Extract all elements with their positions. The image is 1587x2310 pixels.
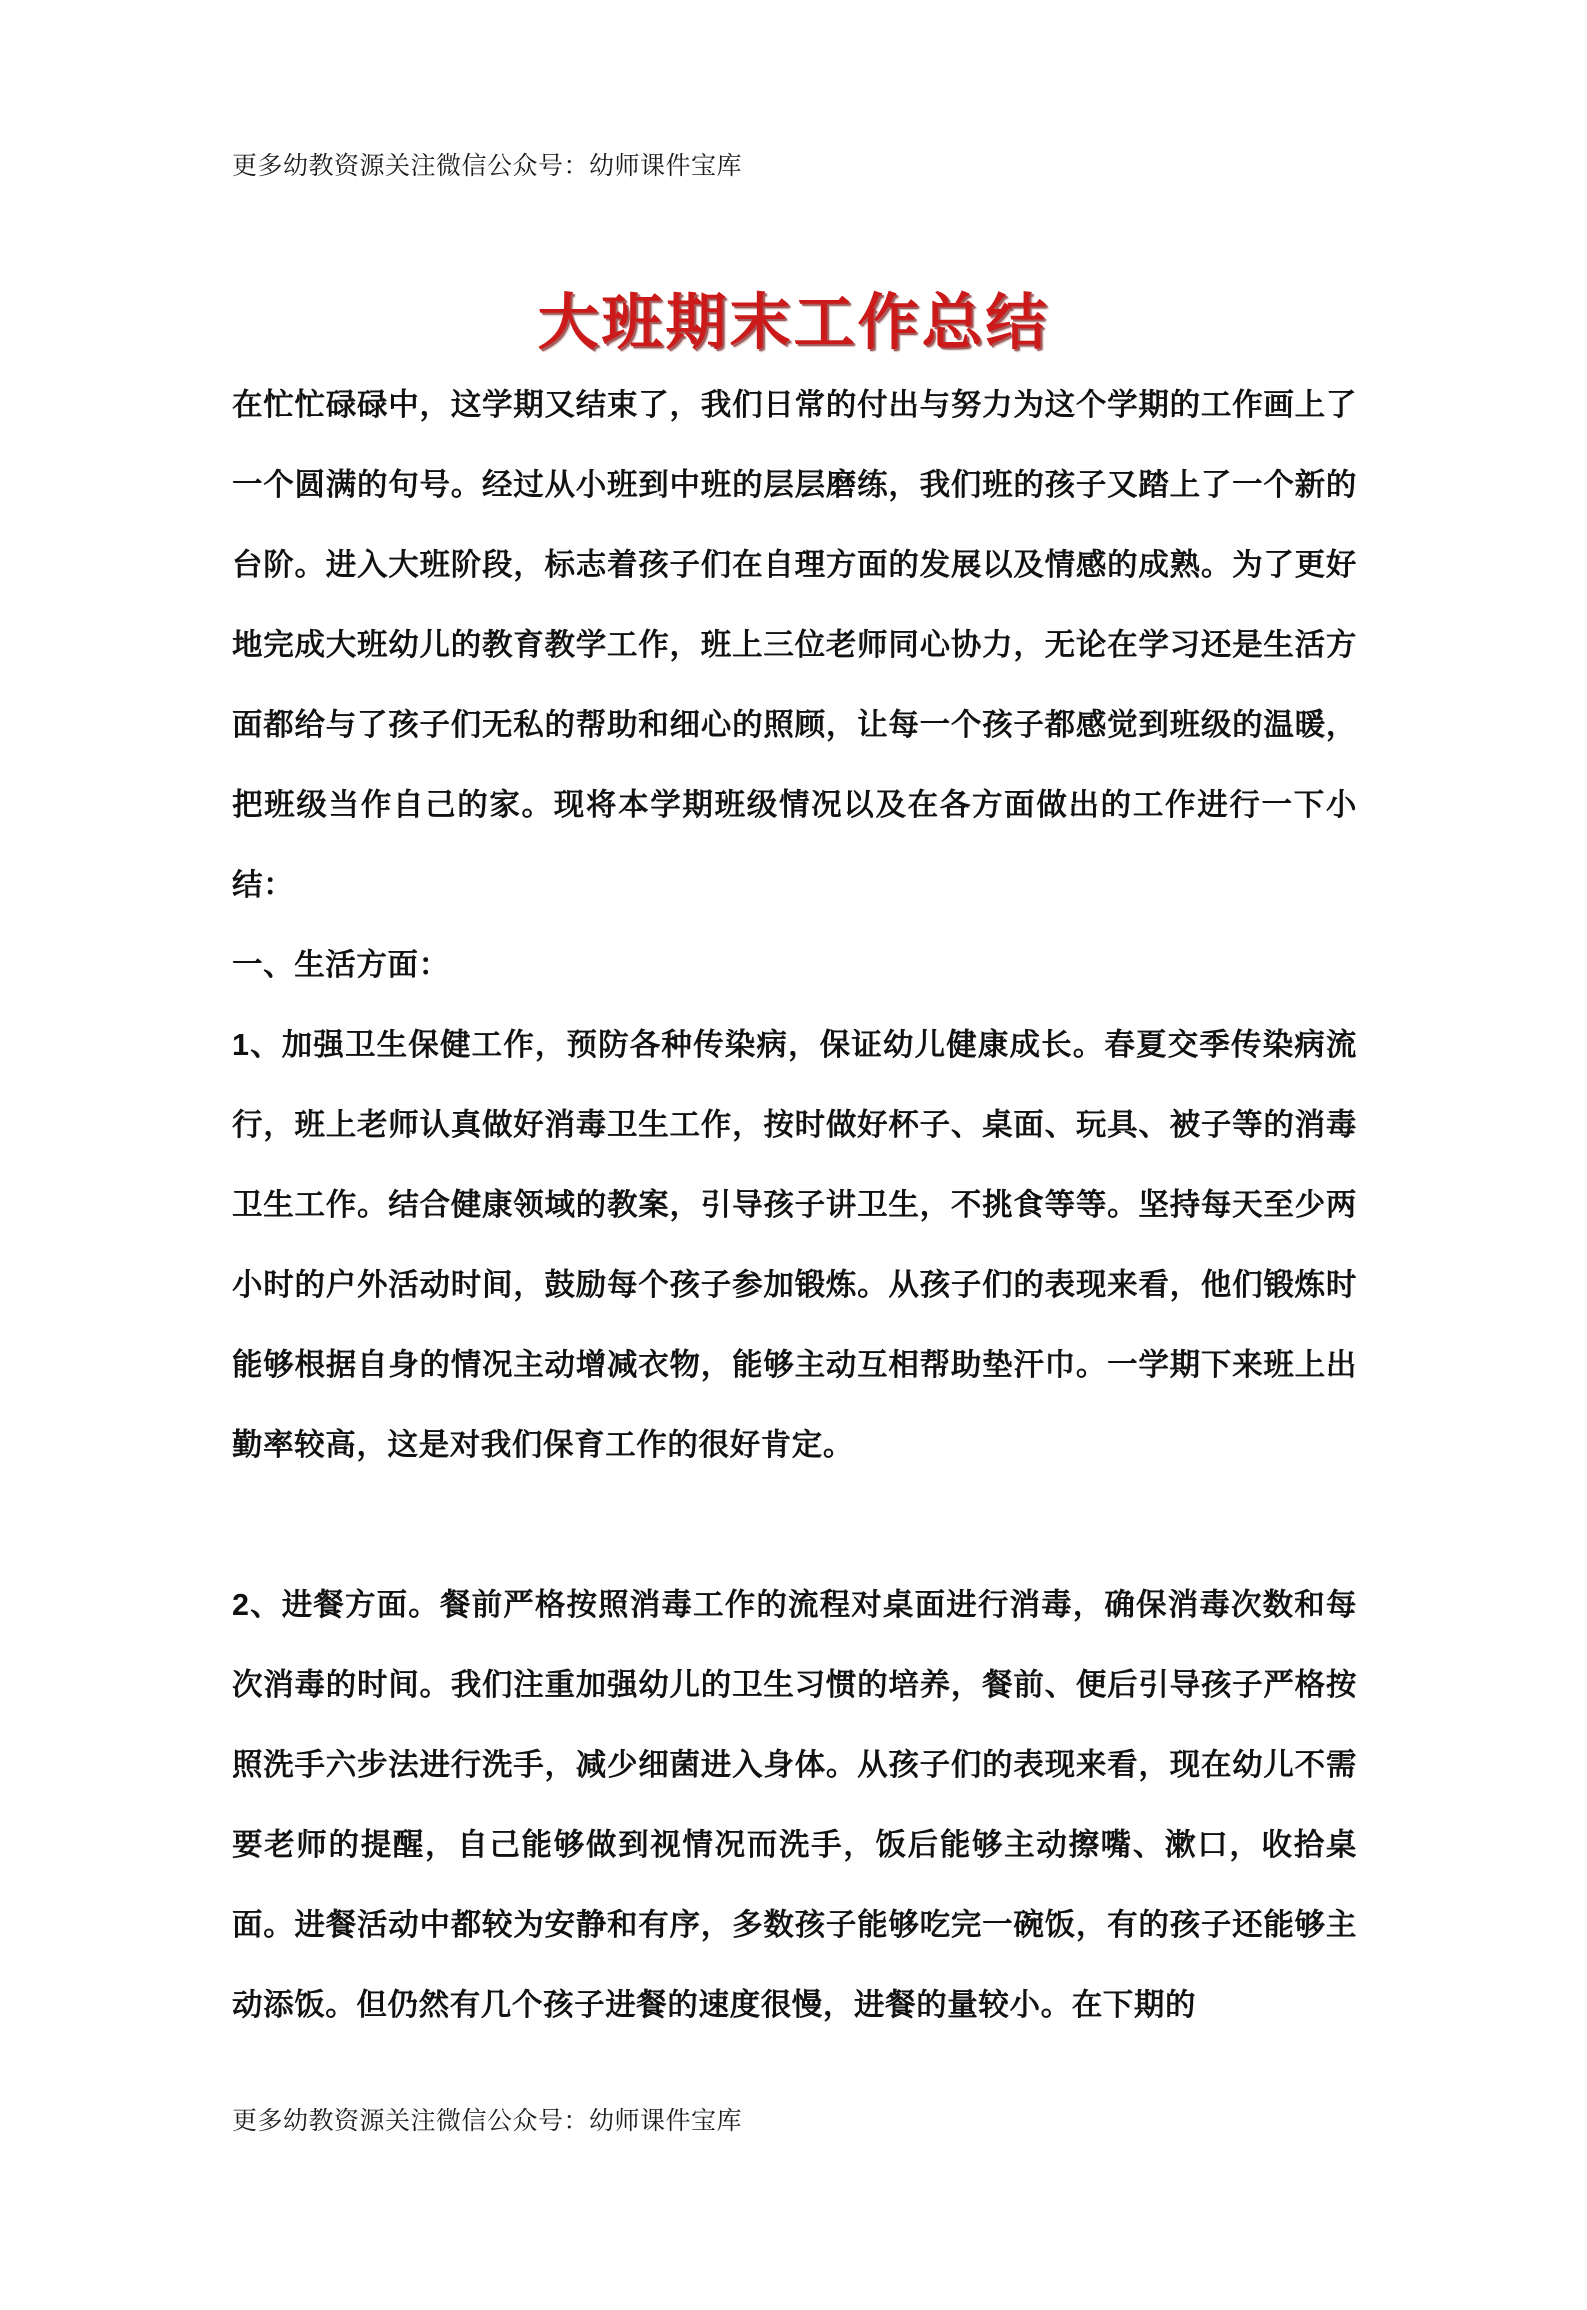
running-header: 更多幼教资源关注微信公众号：幼师课件宝库 [232, 153, 743, 180]
paragraph-item-2: 2、进餐方面。餐前严格按照消毒工作的流程对桌面进行消毒，确保消毒次数和每次消毒的时间。我们注重加强幼儿的卫生习惯的培养，餐前、便后引导孩子严格按照洗手六步法进行洗手，减少细菌进入身体。从孩子们的表现来看，现在幼儿不需要老师的提醒，自己能够做到视情况而洗手，饭后能够主动擦嘴、漱口，收拾桌面。进餐活动中都较为安静和有序，多数孩子能够吃完一碗饭，有的孩子还能够主动添饭。但仍然有几个孩子进餐的速度很慢，进餐的量较小。在下期的 [232, 1588, 1357, 2022]
page-title: 大班期末工作总结 [537, 287, 1050, 356]
paragraph-item-1: 1、加强卫生保健工作，预防各种传染病，保证幼儿健康成长。春夏交季传染病流行，班上老师认真做好消毒卫生工作，按时做好杯子、桌面、玩具、被子等的消毒卫生工作。结合健康领域的教案，引导孩子讲卫生，不挑食等等。坚持每天至少两小时的户外活动时间，鼓励每个孩子参加锻炼。从孩子们的表现来看，他们锻炼时能够根据自身的情况主动增减衣物，能够主动互相帮助垫汗巾。一学期下来班上出勤率较高，这是对我们保育工作的很好肯定。 [232, 1028, 1357, 1462]
paragraph-intro: 在忙忙碌碌中，这学期又结束了，我们日常的付出与努力为这个学期的工作画上了一个圆满的句号。经过从小班到中班的层层磨练，我们班的孩子又踏上了一个新的台阶。进入大班阶段，标志着孩子们在自理方面的发展以及情感的成熟。为了更好地完成大班幼儿的教育教学工作，班上三位老师同心协力，无论在学习还是生活方面都给与了孩子们无私的帮助和细心的照顾，让每一个孩子都感觉到班级的温暖，把班级当作自己的家。现将本学期班级情况以及在各方面做出的工作进行一下小结： [232, 388, 1357, 902]
section-heading-one: 一、生活方面： [232, 948, 450, 982]
document-body [232, 365, 1357, 2045]
running-footer: 更多幼教资源关注微信公众号：幼师课件宝库 [232, 2108, 743, 2135]
